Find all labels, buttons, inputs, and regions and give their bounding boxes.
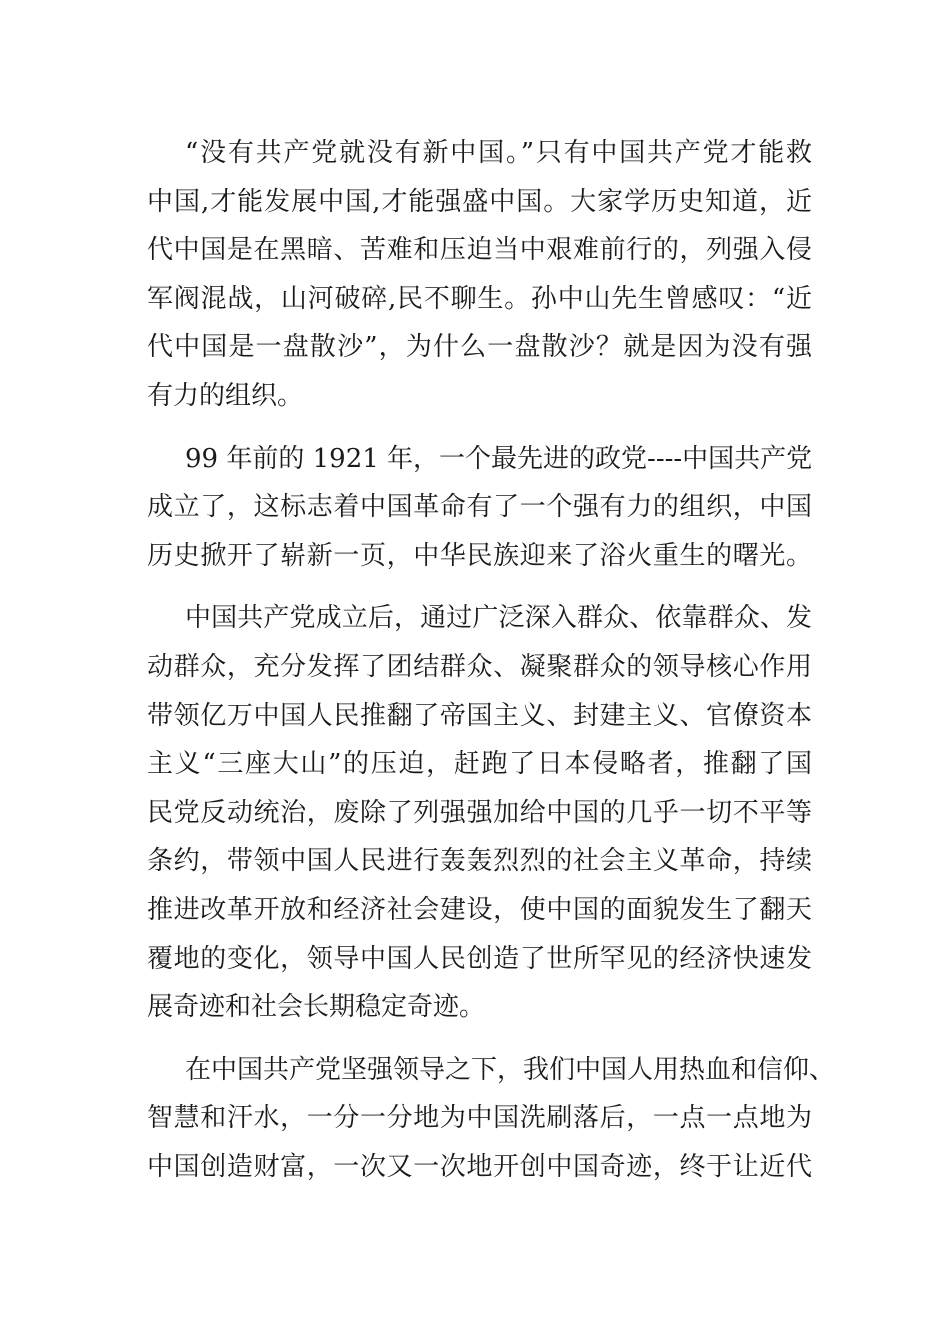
paragraph-line: 99 年前的 1921 年，一个最先进的政党----中国共产党 bbox=[185, 443, 813, 474]
paragraph-3 bbox=[147, 594, 812, 1031]
body-text bbox=[147, 129, 836, 1191]
paragraph-line: 展奇迹和社会长期稳定奇迹。 bbox=[147, 992, 486, 1023]
paragraph-line: 有力的组织。 bbox=[147, 380, 304, 411]
paragraph-line: 带领亿万中国人民推翻了帝国主义、封建主义、官僚资本 bbox=[147, 700, 812, 731]
paragraph-4 bbox=[147, 1046, 836, 1192]
paragraph-line: 智慧和汗水，一分一分地为中国洗刷落后，一点一点地为 bbox=[147, 1103, 812, 1134]
paragraph-line: 主义“三座大山”的压迫，赶跑了日本侵略者，推翻了国 bbox=[147, 749, 812, 780]
paragraph-line: 覆地的变化，领导中国人民创造了世所罕见的经济快速发 bbox=[147, 943, 812, 974]
paragraph-line: 军阀混战，山河破碎,民不聊生。孙中山先生曾感叹：“近 bbox=[147, 283, 812, 314]
paragraph-2 bbox=[147, 435, 812, 581]
paragraph-line: 代中国是在黑暗、苦难和压迫当中艰难前行的，列强入侵 bbox=[147, 235, 812, 266]
paragraph-line: 动群众，充分发挥了团结群众、凝聚群众的领导核心作用 bbox=[147, 651, 812, 682]
paragraph-line: 民党反动统治，废除了列强强加给中国的几乎一切不平等 bbox=[147, 797, 812, 828]
paragraph-line: 中国共产党成立后，通过广泛深入群众、依靠群众、发 bbox=[185, 603, 812, 634]
paragraph-1 bbox=[147, 129, 812, 421]
paragraph-line: “没有共产党就没有新中国。”只有中国共产党才能救 bbox=[185, 138, 812, 168]
paragraph-line: 历史掀开了崭新一页，中华民族迎来了浴火重生的曙光。 bbox=[147, 540, 812, 571]
paragraph-spacer bbox=[147, 580, 812, 594]
paragraph-line: 中国创造财富，一次又一次地开创中国奇迹，终于让近代 bbox=[147, 1151, 812, 1182]
paragraph-line: 条约，带领中国人民进行轰轰烈烈的社会主义革命，持续 bbox=[147, 846, 812, 877]
paragraph-line: 在中国共产党坚强领导之下，我们中国人用热血和信仰、 bbox=[185, 1054, 836, 1085]
paragraph-spacer bbox=[147, 421, 812, 435]
paragraph-line: 中国,才能发展中国,才能强盛中国。大家学历史知道，近 bbox=[147, 186, 812, 217]
paragraph-line: 代中国是一盘散沙”，为什么一盘散沙？就是因为没有强 bbox=[147, 332, 812, 363]
paragraph-spacer bbox=[147, 1032, 812, 1046]
paragraph-line: 推进改革开放和经济社会建设，使中国的面貌发生了翻天 bbox=[147, 894, 812, 925]
paragraph-line: 成立了，这标志着中国革命有了一个强有力的组织，中国 bbox=[147, 492, 812, 523]
